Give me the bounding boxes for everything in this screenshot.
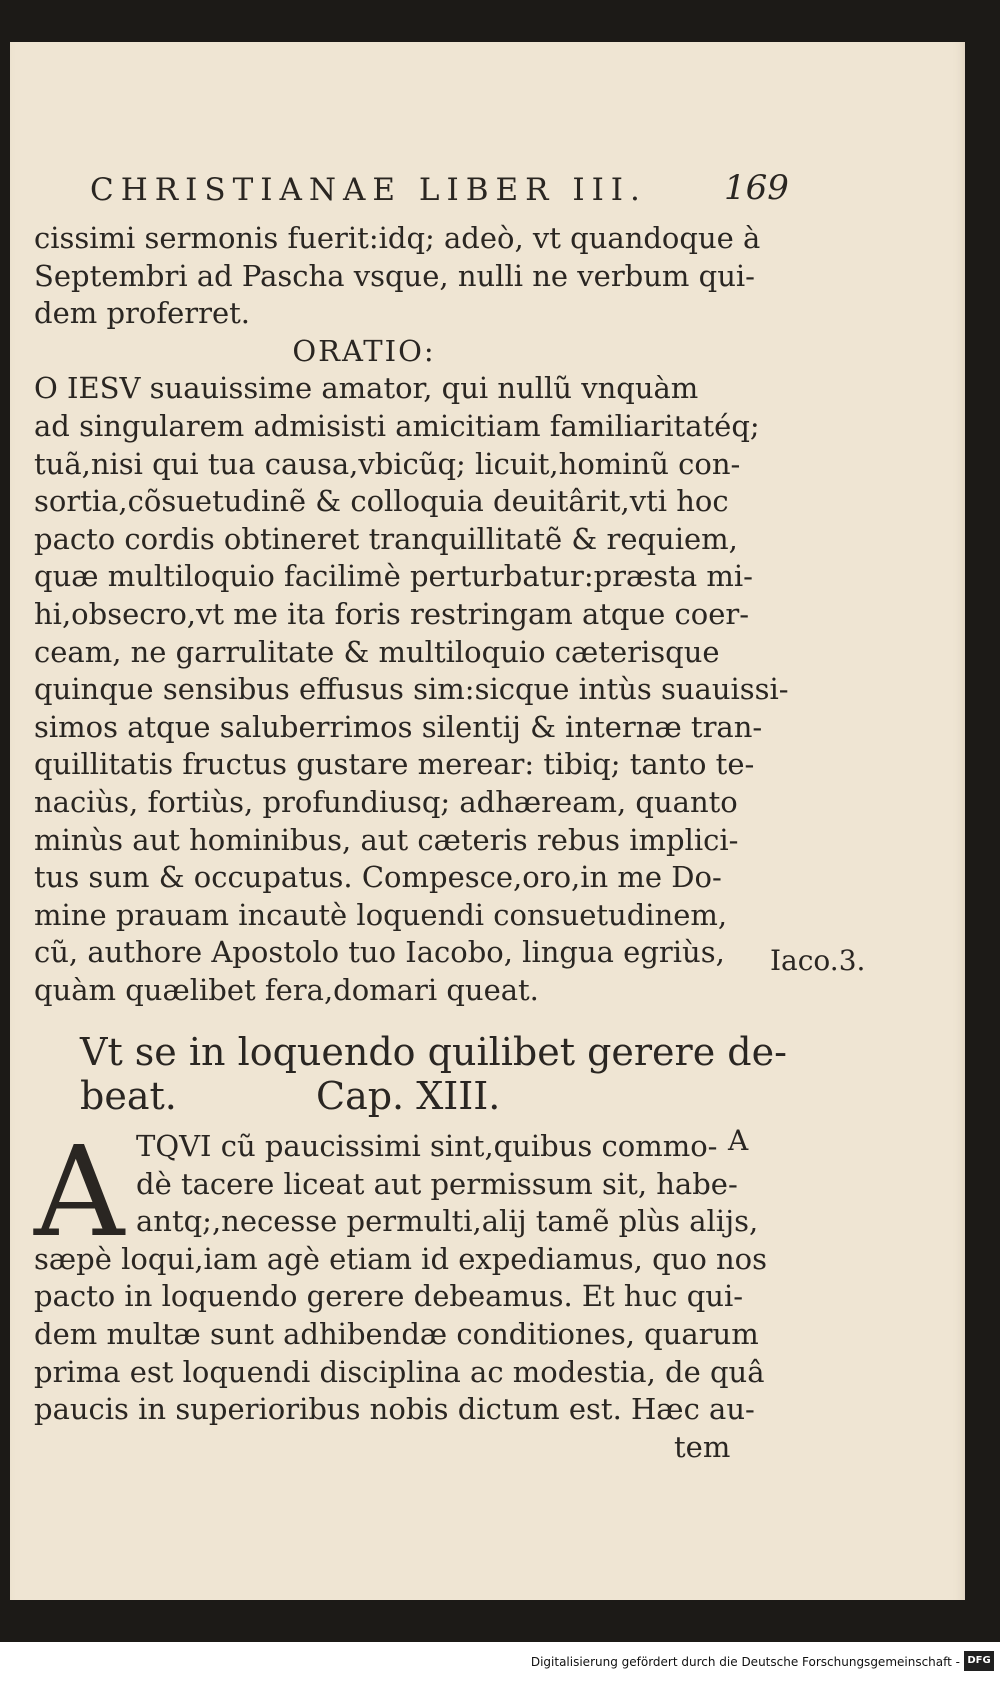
scan-border-right	[965, 0, 1000, 1640]
text-line: hi,obsecro,vt me ita foris restringam atque coer-	[34, 596, 750, 631]
dfg-logo: DFG	[964, 1651, 994, 1671]
text-line: tus sum & occupatus. Compesce,oro,in me Do-	[34, 860, 722, 895]
text-line: ceam, ne garrulitate & multiloquio cæterisque	[34, 634, 720, 669]
section-heading: ORATIO:	[292, 333, 436, 368]
text-line: pacto cordis obtineret tranquillitatẽ & requiem,	[34, 521, 738, 556]
text-line: dem proferret.	[34, 296, 250, 331]
drop-cap: A	[34, 1120, 125, 1265]
text-line: pacto in loquendo gerere debeamus. Et huc qui-	[34, 1279, 744, 1314]
text-line: quinque sensibus effusus sim:sicque intùs suauissi-	[34, 672, 789, 707]
chapter-title	[80, 1030, 787, 1118]
catchword: tem	[674, 1430, 731, 1464]
text-line: cũ, authore Apostolo tuo Iacobo, lingua egriùs,	[34, 935, 725, 970]
text-line: prima est loquendi disciplina ac modestia, de quâ	[34, 1354, 765, 1389]
text-line: ad singularem admisisti amicitiam familiaritatéq;	[34, 408, 760, 443]
text-block	[34, 220, 789, 1009]
footer-credit: Digitalisierung gefördert durch die Deutsche Forschungsgemeinschaft -	[530, 1655, 960, 1669]
chapter-number: Cap. XIII.	[316, 1074, 501, 1118]
text-line: cissimi sermonis fuerit:idq; adeò, vt quandoque à	[34, 221, 761, 255]
text-line: quillitatis fructus gustare merear: tibiq; tanto te-	[34, 747, 755, 782]
text-line: O IESV suauissime amator, qui nullũ vnquàm	[34, 371, 699, 406]
footer-bar	[0, 1648, 1000, 1682]
scan-border-left	[0, 0, 10, 1640]
page-number: 169	[724, 168, 789, 208]
text-line: dem multæ sunt adhibendæ conditiones, quarum	[34, 1316, 759, 1351]
text-line: minùs aut hominibus, aut cæteris rebus implici-	[34, 822, 739, 857]
margin-note-iaco: Iaco.3.	[770, 944, 866, 977]
text-line: quæ multiloquio facilimè perturbatur:præsta mi-	[34, 559, 753, 594]
text-line: simos atque saluberrimos silentij & internæ tran-	[34, 709, 763, 744]
text-line: antq;,necesse permulti,alij tamẽ plùs alijs,	[136, 1204, 759, 1239]
margin-note-a: A	[728, 1124, 749, 1157]
scan-border-bottom	[0, 1600, 1000, 1642]
text-line: sortia,cõsuetudinẽ & colloquia deuitârit,vti hoc	[34, 484, 729, 519]
text-line: naciùs, fortiùs, profundiusq; adhæream, quanto	[34, 784, 738, 819]
scan-border-top	[0, 0, 1000, 42]
text-line: quàm quælibet fera,domari queat.	[34, 972, 539, 1007]
text-line: sæpè loqui,iam agè etiam id expediamus, quo nos	[34, 1241, 768, 1276]
running-header	[90, 168, 790, 212]
text-line: TQVI cũ paucissimi sint,quibus commo-	[136, 1129, 718, 1163]
text-line: mine prauam incautè loquendi consuetudinem,	[34, 897, 728, 932]
text-line: tuã,nisi qui tua causa,vbicũq; licuit,hominũ con-	[34, 446, 741, 481]
chapter-title-line1: Vt se in loquendo quilibet gerere de-	[80, 1030, 787, 1074]
text-line: paucis in superioribus nobis dictum est. Hæc au-	[34, 1392, 755, 1427]
running-title: CHRISTIANAE LIBER III.	[90, 172, 647, 208]
paragraph-chapter	[34, 1120, 768, 1428]
text-line: Septembri ad Pascha vsque, nulli ne verbum qui-	[34, 258, 755, 293]
chapter-title-line2: beat.	[80, 1074, 177, 1118]
text-line: dè tacere liceat aut permissum sit, habe-	[136, 1166, 738, 1201]
